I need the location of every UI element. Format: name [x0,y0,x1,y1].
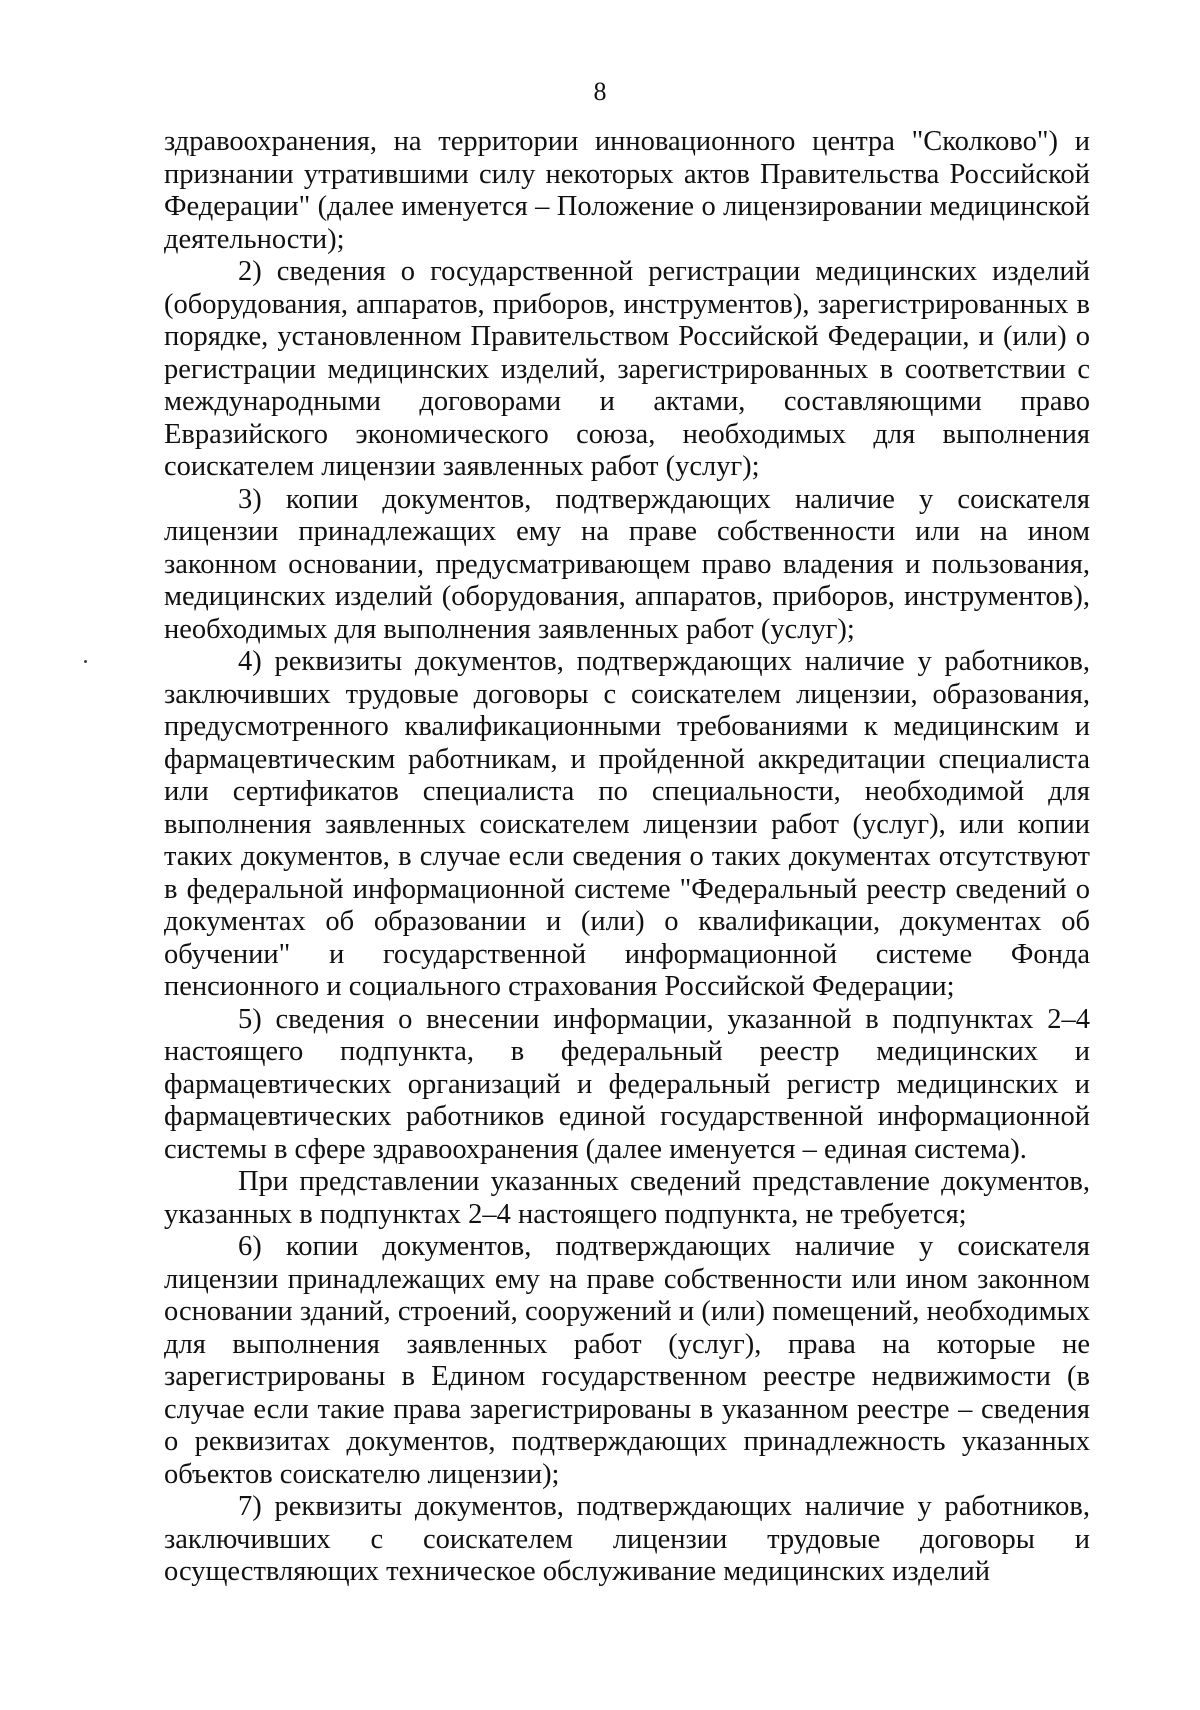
paragraph-item-7: 7) реквизиты документов, подтверждающих наличие у работников, заключивших с соискателем лицензии трудовые договоры и осуществляющих техническое обслуживание медицинских изделий [164,1491,1090,1587]
paragraph-note: При представлении указанных сведений представление документов, указанных в подпунктах 2–4 настоящего подпункта, не требуется; [164,1166,1090,1230]
paragraph-item-2: 2) сведения о государственной регистрации медицинских изделий (оборудования, аппаратов, приборов, инструментов), зарегистрированных в порядке, установленном Правительством Российской Федерации, и (или) о регистрации медицинских изделий, зарегистрированных в соответствии с международными договорами и актами, составляющими право Евразийского экономического союза, необходимых для выполнения соискателем лицензии заявленных работ (услуг); [164,256,1090,482]
paragraph-continuation: здравоохранения, на территории инновационного центра "Сколково") и признании утратившими силу некоторых актов Правительства Российской Федерации" (далее именуется – Положение о лицензировании медицинской деятельности); [164,126,1090,255]
paragraph-item-3: 3) копии документов, подтверждающих наличие у соискателя лицензии принадлежащих ему на праве собственности или на ином законном основании, предусматривающем право владения и пользования, медицинских изделий (оборудования, аппаратов, приборов, инструментов), необходимых для выполнения заявленных работ (услуг); [164,483,1090,645]
page-number: 8 [593,77,607,106]
paragraph-item-5: 5) сведения о внесении информации, указанной в подпунктах 2–4 настоящего подпункта, в федеральный реестр медицинских и фармацевтических организаций и федеральный регистр медицинских и фармацевтических работников единой государственной информационной системы в сфере здравоохранения (далее именуется – единая система). [164,1003,1090,1165]
paragraph-item-6: 6) копии документов, подтверждающих наличие у соискателя лицензии принадлежащих ему на праве собственности или ином законном основании зданий, строений, сооружений и (или) помещений, необходимых для выполнения заявленных работ (услуг), права на которые не зарегистрированы в Едином государственном реестре недвижимости (в случае если такие права зарегистрированы в указанном реестре – сведения о реквизитах документов, подтверждающих принадлежность указанных объектов соискателю лицензии); [164,1231,1090,1490]
paragraph-item-4: 4) реквизиты документов, подтверждающих наличие у работников, заключивших трудовые договоры с соискателем лицензии, образования, предусмотренного квалификационными требованиями к медицинским и фармацевтическим работникам, и пройденной аккредитации специалиста или сертификатов специалиста по специальности, необходимой для выполнения заявленных соискателем лицензии работ (услуг), или копии таких документов, в случае если сведения о таких документах отсутствуют в федеральной информационной системе "Федеральный реестр сведений о документах об образовании и (или) о квалификации, документах об обучении" и государственной информационной системе Фонда пенсионного и социального страхования Российской Федерации; [164,646,1090,1002]
scan-speck [84,660,87,663]
document-body [164,126,1090,1589]
